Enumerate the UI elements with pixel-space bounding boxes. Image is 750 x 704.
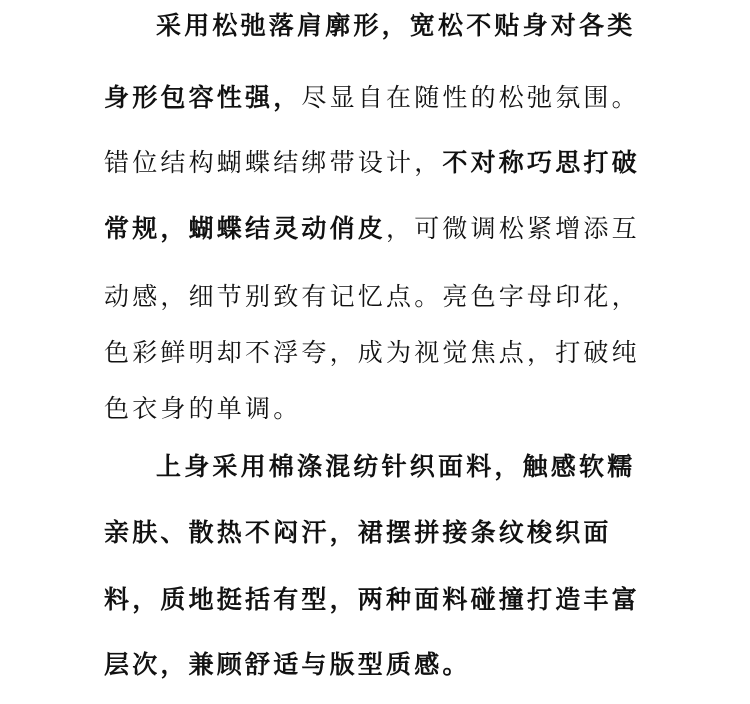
paragraph-1-line-1 [156, 13, 716, 38]
text-run: 身形包容性强， [104, 83, 302, 112]
paragraph-2-line-4 [104, 652, 664, 677]
text-run: 常规，蝴蝶结灵动俏皮 [104, 214, 387, 243]
paragraph-1-line-2 [104, 85, 664, 110]
paragraph-2-line-3 [104, 587, 664, 612]
text-run: 采用松弛落肩廓形，宽松不贴身对各类 [156, 11, 636, 40]
text-run: 不对称巧思打破 [442, 148, 640, 177]
paragraph-1-line-6 [104, 340, 664, 365]
paragraph-1-line-7 [104, 396, 664, 421]
text-run: 亲肤、散热不闷汗，裙摆拼接条纹梭织面 [104, 518, 612, 547]
text-run: 色衣身的单调。 [104, 394, 302, 423]
text-run: 层次，兼顾舒适与版型质感。 [104, 650, 471, 679]
paragraph-1-line-3 [104, 150, 664, 175]
text-run: 尽显自在随性的松弛氛围。 [301, 83, 640, 112]
text-run: 动感，细节别致有记忆点。亮色字母印花， [104, 282, 640, 311]
paragraph-2-line-2 [104, 520, 664, 545]
text-run: 料，质地挺括有型，两种面料碰撞打造丰富 [104, 585, 640, 614]
paragraph-2-line-1 [156, 454, 716, 479]
paragraph-1-line-4 [104, 216, 664, 241]
text-run: 错位结构蝴蝶结绑带设计， [104, 148, 443, 177]
text-run: ，可微调松紧增添互 [386, 214, 640, 243]
paragraph-1-line-5 [104, 284, 664, 309]
text-run: 色彩鲜明却不浮夸，成为视觉焦点，打破纯 [104, 338, 640, 367]
text-run: 上身采用棉涤混纺针织面料，触感软糯 [156, 452, 636, 481]
